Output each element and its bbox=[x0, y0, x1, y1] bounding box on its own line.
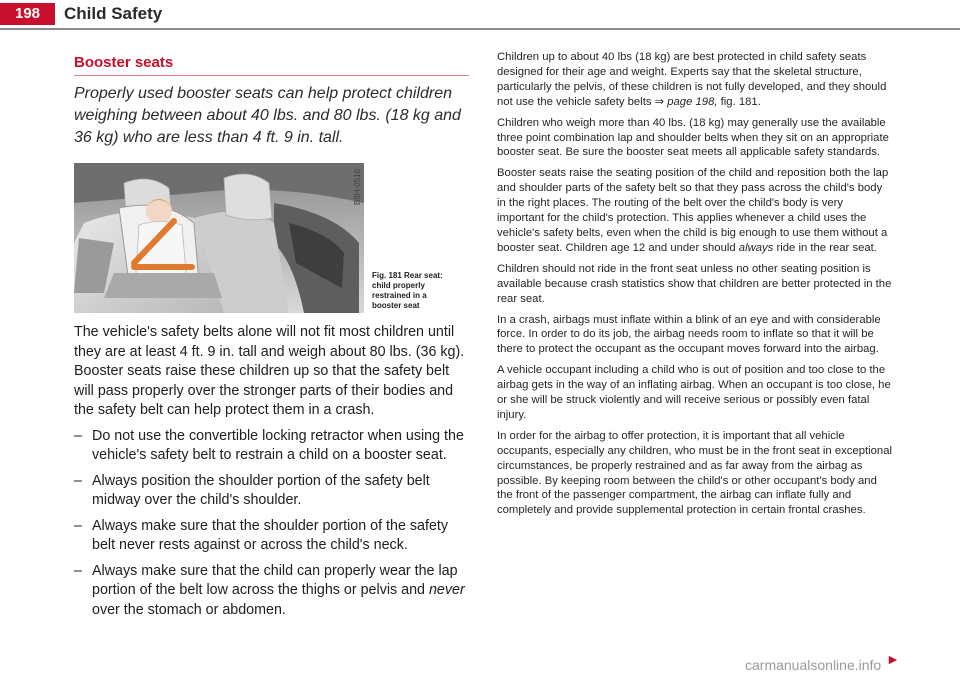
section-intro: Properly used booster seats can help protect children weighing between about 40 lbs. and 80 lbs. (18 kg and 36 kg) who are less than 4 ft. 9 in. tall. bbox=[74, 85, 461, 146]
bullet-item: – Always make sure that the shoulder portion of the safety belt never rests against or across the child's neck. bbox=[74, 517, 449, 553]
bullet-item: – Always position the shoulder portion of the safety belt midway over the child's shoulder. bbox=[74, 472, 430, 508]
bullet-text-post: over the stomach or abdomen. bbox=[92, 601, 286, 618]
car-interior-image bbox=[74, 163, 364, 313]
section-title: Booster seats bbox=[74, 54, 174, 71]
page-number: 198 bbox=[0, 3, 55, 25]
bullet-item: – Always make sure that the child can properly wear the lap portion of the belt low across the thighs or pelvis and never over the stomach or abdomen. bbox=[74, 562, 465, 618]
watermark: carmanualsonline.info bbox=[745, 657, 882, 673]
paragraph-text: Booster seats raise the seating position of the child and reposition both the lap and shoulder parts of the safety belt so that they pass across the child's body in the right places. The routing of the belt over the child's body is very important for the child's protection. This applies whenever a child uses the vehicle's safety belts, even when the child is big enough to use them without a booster seat. Children age 12 and under should bbox=[497, 167, 889, 254]
page-reference-link[interactable]: ⇒ page 198, bbox=[654, 95, 718, 108]
bullet-text: Always make sure that the shoulder portion of the safety belt never rests against or across the child's neck. bbox=[92, 517, 449, 553]
booster-seat-illustration bbox=[74, 163, 364, 313]
bullet-text: Always position the shoulder portion of the safety belt midway over the child's shoulder. bbox=[92, 472, 430, 508]
paragraph-text: fig. 181. bbox=[717, 95, 761, 108]
bullet-list bbox=[74, 427, 469, 621]
paragraph-emphasis: always bbox=[738, 241, 774, 254]
section-divider bbox=[74, 75, 469, 76]
figure-caption-label: Fig. 181 bbox=[372, 271, 402, 280]
right-column bbox=[497, 50, 892, 524]
paragraph-text: ride in the rear seat. bbox=[773, 241, 877, 254]
left-column bbox=[74, 50, 469, 626]
bullet-emphasis: never bbox=[428, 582, 465, 598]
next-page-arrow-icon[interactable]: ► bbox=[886, 651, 900, 667]
right-paragraph-5: In a crash, airbags must inflate within a blink of an eye and with considerable force. In order to do its job, the airbag needs room to inflate so that it will be there to protect the occupant as the occupant moves forward into the airbag. bbox=[497, 313, 881, 356]
bullet-item: – Do not use the convertible locking retractor when using the vehicle's safety belt to restrain a child on a booster seat. bbox=[74, 427, 464, 463]
bullet-text: Do not use the convertible locking retractor when using the vehicle's safety belt to restrain a child on a booster seat. bbox=[92, 427, 464, 463]
page-header bbox=[0, 0, 960, 34]
right-paragraph-4: Children should not ride in the front seat unless no other seating position is available because crash statistics show that children are better protected in the rear seat. bbox=[497, 262, 892, 305]
paragraph-text: Children up to about 40 lbs (18 kg) are best protected in child safety seats designed for their age and weight. Experts say that the skeletal structure, particularly the pelvis, of these children is not fully developed, and they should not use the vehicle safety belts bbox=[497, 51, 887, 108]
chapter-title: Child Safety bbox=[64, 4, 163, 23]
figure-code: B8H-0516 bbox=[353, 169, 362, 206]
right-paragraph-6: A vehicle occupant including a child who is out of position and too close to the airbag gets in the way of an inflating airbag. When an occupant is too close, he or she will be struck violently and will receive serious or possibly even fatal injury. bbox=[497, 364, 891, 421]
bullet-text-pre: Always make sure that the child can properly wear the lap portion of the belt low across the thighs or pelvis and bbox=[92, 562, 458, 598]
figure-caption bbox=[372, 271, 454, 313]
right-paragraph-1 bbox=[497, 50, 892, 110]
figure-caption-text: Rear seat: child properly restrained in a booster seat bbox=[372, 271, 443, 310]
figure-block bbox=[74, 163, 469, 313]
header-divider bbox=[0, 28, 960, 30]
right-paragraph-3 bbox=[497, 166, 892, 255]
left-paragraph-1: The vehicle's safety belts alone will not fit most children until they are at least 4 ft. 9 in. tall and weigh about 80 lbs. (36 kg). Booster seats raise these children up so that the safety belt will pass properly over the stronger parts of their bodies and the safety belt can help protect them in a crash. bbox=[74, 324, 465, 418]
right-paragraph-2: Children who weigh more than 40 lbs. (18 kg) may generally use the available three point combination lap and shoulder belts when they sit on an appropriate booster seat. Be sure the booster seat meets all applicable safety standards. bbox=[497, 116, 889, 159]
right-paragraph-7: In order for the airbag to offer protection, it is important that all vehicle occupants, especially any children, who must be in the front seat in exceptional circumstances, be properly restrained and as far away from the airbag as possible. By keeping room between the child's or other occupant's body and the front of the passenger compartment, the airbag can inflate fully and completely and provide supplemental protection in certain frontal crashes. bbox=[497, 429, 892, 517]
